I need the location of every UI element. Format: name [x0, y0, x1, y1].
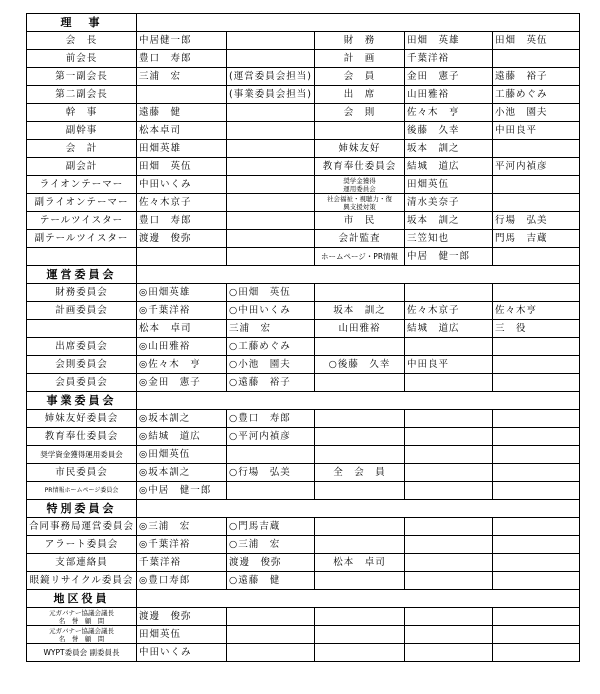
name-cell [227, 248, 315, 266]
row-label-cell: 会 長 [27, 32, 137, 50]
table-row [27, 50, 580, 68]
name-cell: 千葉洋裕 [137, 554, 227, 572]
name-cell: ◎田畑英雄 [137, 284, 227, 302]
name-cell [227, 194, 315, 212]
row-label-cell: テールツイスター [27, 212, 137, 230]
name-cell: ◎結城 道広 [137, 428, 227, 446]
row-label-cell: 市民委員会 [27, 464, 137, 482]
name-cell: 豊口 寿郎 [137, 50, 227, 68]
name-cell: ○豊口 寿郎 [227, 410, 315, 428]
name-cell: 姉妹友好 [315, 140, 405, 158]
name-cell [315, 518, 405, 536]
name-cell [315, 374, 405, 392]
name-cell [227, 626, 315, 644]
name-cell [227, 50, 315, 68]
name-cell [493, 518, 580, 536]
name-cell: 田畑英伍 [137, 626, 227, 644]
section-body-directors [27, 32, 580, 266]
name-cell: 金田 憲子 [405, 68, 493, 86]
section-title: 特別委員会 [27, 500, 137, 518]
name-cell: ○後藤 久幸 [315, 356, 405, 374]
name-cell [493, 356, 580, 374]
name-cell: 市 民 [315, 212, 405, 230]
row-label-cell: 副テールツイスター [27, 230, 137, 248]
name-cell: 全 会 員 [315, 464, 405, 482]
name-cell: 社会福祉・視聴力・復 興支援対策 [315, 194, 405, 212]
name-cell [493, 608, 580, 626]
name-cell [227, 644, 315, 662]
name-cell: ○小池 園夫 [227, 356, 315, 374]
name-cell [493, 536, 580, 554]
name-cell: ◎三浦 宏 [137, 518, 227, 536]
name-cell: 後藤 久幸 [405, 122, 493, 140]
section-header-blank [137, 500, 580, 518]
table-row [27, 482, 580, 500]
row-label-cell: 出席委員会 [27, 338, 137, 356]
name-cell: 中田良平 [493, 122, 580, 140]
name-cell: 清水美奈子 [405, 194, 493, 212]
name-cell: 田畑 英雄 [405, 32, 493, 50]
name-cell [405, 374, 493, 392]
section-body-operations [27, 284, 580, 392]
name-cell: 中居健一郎 [137, 32, 227, 50]
name-cell: 佐々木京子 [137, 194, 227, 212]
name-cell: ◎田畑英伍 [137, 446, 227, 464]
name-cell: 中田いくみ [137, 644, 227, 662]
name-cell: ◎中居 健一郎 [137, 482, 227, 500]
table-row [27, 464, 580, 482]
name-cell: 佐々木京子 [405, 302, 493, 320]
name-cell: 中田いくみ [137, 176, 227, 194]
name-cell [405, 608, 493, 626]
name-cell: 坂本 訓之 [405, 212, 493, 230]
row-label-cell: 第一副会長 [27, 68, 137, 86]
name-cell: 渡邊 俊弥 [137, 230, 227, 248]
row-label-cell: 姉妹友好委員会 [27, 410, 137, 428]
name-cell: 中居 健一郎 [405, 248, 493, 266]
name-cell [493, 572, 580, 590]
row-label-cell: PR情報ホームページ委員会 [27, 482, 137, 500]
name-cell [493, 374, 580, 392]
name-cell: ◎佐々木 亨 [137, 356, 227, 374]
name-cell: ○門馬吉蔵 [227, 518, 315, 536]
section-body-special [27, 518, 580, 590]
table-row [27, 194, 580, 212]
name-cell [493, 176, 580, 194]
name-cell: 小池 園夫 [493, 104, 580, 122]
section-header-blank [137, 590, 580, 608]
name-cell: (運営委員会担当) [227, 68, 315, 86]
row-label-cell: 財務委員会 [27, 284, 137, 302]
name-cell [405, 410, 493, 428]
name-cell: 坂本 訓之 [405, 140, 493, 158]
name-cell: 平河内禎彦 [493, 158, 580, 176]
section-header-row [27, 500, 580, 518]
name-cell [493, 410, 580, 428]
name-cell: 田畑 英伍 [137, 158, 227, 176]
table-row [27, 32, 580, 50]
name-cell [405, 428, 493, 446]
name-cell [227, 446, 315, 464]
name-cell [493, 554, 580, 572]
name-cell: 坂本 訓之 [315, 302, 405, 320]
name-cell: 行場 弘美 [493, 212, 580, 230]
name-cell [227, 212, 315, 230]
name-cell: 松本 卓司 [315, 554, 405, 572]
name-cell: 門馬 吉蔵 [493, 230, 580, 248]
name-cell [315, 644, 405, 662]
name-cell: ○工藤めぐみ [227, 338, 315, 356]
section-body-district [27, 608, 580, 662]
section-header-blank [137, 266, 580, 284]
name-cell [227, 482, 315, 500]
name-cell: 松本 卓司 [137, 320, 227, 338]
name-cell: 佐々木 亨 [405, 104, 493, 122]
section-body-activities [27, 410, 580, 500]
section-title: 事業委員会 [27, 392, 137, 410]
name-cell [493, 428, 580, 446]
name-cell: ◎金田 憲子 [137, 374, 227, 392]
row-label-cell: 会則委員会 [27, 356, 137, 374]
table-row [27, 428, 580, 446]
row-label-cell: WYPT委員会 副委員長 [27, 644, 137, 662]
name-cell [227, 122, 315, 140]
row-label-cell: 眼鏡リサイクル委員会 [27, 572, 137, 590]
table-row [27, 608, 580, 626]
name-cell [493, 194, 580, 212]
name-cell [405, 626, 493, 644]
name-cell [227, 230, 315, 248]
section-header-row [27, 266, 580, 284]
name-cell: 結城 道広 [405, 320, 493, 338]
section-header-blank [137, 14, 580, 32]
row-label-cell: 会 計 [27, 140, 137, 158]
table-row [27, 248, 580, 266]
name-cell [315, 608, 405, 626]
name-cell [493, 284, 580, 302]
name-cell: 三笠知也 [405, 230, 493, 248]
table-row [27, 338, 580, 356]
name-cell: (事業委員会担当) [227, 86, 315, 104]
name-cell [405, 338, 493, 356]
row-label-cell: 合同事務局運営委員会 [27, 518, 137, 536]
name-cell: 三 役 [493, 320, 580, 338]
section-title: 地区役員 [27, 590, 137, 608]
name-cell: ○田畑 英伍 [227, 284, 315, 302]
name-cell [315, 626, 405, 644]
row-label-cell: 副ライオンテーマー [27, 194, 137, 212]
table-row [27, 536, 580, 554]
table-row [27, 68, 580, 86]
name-cell: ○平河内禎彦 [227, 428, 315, 446]
name-cell [493, 50, 580, 68]
table-row [27, 554, 580, 572]
name-cell: 工藤めぐみ [493, 86, 580, 104]
name-cell: 渡邊 俊弥 [137, 608, 227, 626]
name-cell: ○三浦 宏 [227, 536, 315, 554]
name-cell: 渡邊 俊弥 [227, 554, 315, 572]
officer-roster-table [26, 13, 580, 662]
name-cell [405, 644, 493, 662]
table-row [27, 284, 580, 302]
row-label-cell: 第二副会長 [27, 86, 137, 104]
name-cell: ◎豊口寿郎 [137, 572, 227, 590]
name-cell [405, 482, 493, 500]
name-cell: 松本卓司 [137, 122, 227, 140]
table-row [27, 104, 580, 122]
row-label-cell: ライオンテーマー [27, 176, 137, 194]
row-label-cell [27, 248, 137, 266]
name-cell: 奨学金獲得 運用委員会 [315, 176, 405, 194]
row-label-cell [27, 320, 137, 338]
name-cell [227, 140, 315, 158]
name-cell [227, 104, 315, 122]
name-cell [405, 536, 493, 554]
name-cell [227, 32, 315, 50]
section-title: 運営委員会 [27, 266, 137, 284]
row-label-cell: 奨学資金獲得運用委員会 [27, 446, 137, 464]
row-label-cell: 副会計 [27, 158, 137, 176]
row-label-cell: 会員委員会 [27, 374, 137, 392]
name-cell [405, 518, 493, 536]
table-row [27, 176, 580, 194]
section-title: 理 事 [27, 14, 137, 32]
name-cell: 会 則 [315, 104, 405, 122]
section-header-row [27, 14, 580, 32]
name-cell [493, 446, 580, 464]
name-cell [315, 446, 405, 464]
table-row [27, 644, 580, 662]
name-cell: ○中田いくみ [227, 302, 315, 320]
name-cell [493, 644, 580, 662]
row-label-cell: 教育奉仕委員会 [27, 428, 137, 446]
name-cell [493, 464, 580, 482]
name-cell [405, 572, 493, 590]
name-cell: 山田雅裕 [315, 320, 405, 338]
name-cell: ○遠藤 健 [227, 572, 315, 590]
table-row [27, 158, 580, 176]
name-cell: 佐々木亨 [493, 302, 580, 320]
name-cell [493, 140, 580, 158]
name-cell [227, 158, 315, 176]
name-cell: 千葉洋裕 [405, 50, 493, 68]
name-cell [315, 284, 405, 302]
table-row [27, 140, 580, 158]
name-cell: 教育奉仕委員会 [315, 158, 405, 176]
row-label-cell: 幹 事 [27, 104, 137, 122]
name-cell [227, 608, 315, 626]
name-cell [315, 338, 405, 356]
section-header-row [27, 392, 580, 410]
row-label-cell: 計画委員会 [27, 302, 137, 320]
name-cell [405, 464, 493, 482]
name-cell: 結城 道広 [405, 158, 493, 176]
row-label-cell: 支部連絡員 [27, 554, 137, 572]
name-cell [315, 482, 405, 500]
name-cell: ◎千葉洋裕 [137, 302, 227, 320]
name-cell: ○行場 弘美 [227, 464, 315, 482]
name-cell: ホームページ・PR情報 [315, 248, 405, 266]
name-cell [137, 248, 227, 266]
name-cell [315, 536, 405, 554]
name-cell: ◎千葉洋裕 [137, 536, 227, 554]
row-label-cell: アラート委員会 [27, 536, 137, 554]
name-cell: ◎坂本訓之 [137, 464, 227, 482]
name-cell [493, 482, 580, 500]
name-cell: 三浦 宏 [227, 320, 315, 338]
table-row [27, 446, 580, 464]
name-cell [405, 554, 493, 572]
name-cell: 遠藤 健 [137, 104, 227, 122]
name-cell [493, 248, 580, 266]
table-row [27, 230, 580, 248]
name-cell [227, 176, 315, 194]
name-cell [137, 86, 227, 104]
name-cell: ○遠藤 裕子 [227, 374, 315, 392]
name-cell: 三浦 宏 [137, 68, 227, 86]
name-cell: 田畑 英伍 [493, 32, 580, 50]
name-cell [405, 284, 493, 302]
table-row [27, 356, 580, 374]
table-row [27, 374, 580, 392]
name-cell: 計 画 [315, 50, 405, 68]
name-cell: ◎山田雅裕 [137, 338, 227, 356]
name-cell [315, 122, 405, 140]
table-row [27, 212, 580, 230]
table-row [27, 320, 580, 338]
name-cell [405, 446, 493, 464]
table-row [27, 302, 580, 320]
row-label-cell: 前会長 [27, 50, 137, 68]
name-cell: 財 務 [315, 32, 405, 50]
table-row [27, 572, 580, 590]
section-header-row [27, 590, 580, 608]
name-cell: 会計監査 [315, 230, 405, 248]
table-row [27, 122, 580, 140]
name-cell: 中田良平 [405, 356, 493, 374]
table-row [27, 86, 580, 104]
name-cell [493, 338, 580, 356]
name-cell [493, 626, 580, 644]
row-label-cell: 元ガバナー協議会議長 名 誉 顧 問 [27, 626, 137, 644]
name-cell [315, 428, 405, 446]
name-cell: 豊口 寿郎 [137, 212, 227, 230]
name-cell: 田畑英伍 [405, 176, 493, 194]
name-cell [315, 410, 405, 428]
name-cell: ◎坂本訓之 [137, 410, 227, 428]
name-cell: 遠藤 裕子 [493, 68, 580, 86]
row-label-cell: 元ガバナー協議会議長 名 誉 顧 問 [27, 608, 137, 626]
name-cell: 山田雅裕 [405, 86, 493, 104]
row-label-cell: 副幹事 [27, 122, 137, 140]
section-header-blank [137, 392, 580, 410]
name-cell: 田畑英雄 [137, 140, 227, 158]
name-cell: 会 員 [315, 68, 405, 86]
name-cell [315, 572, 405, 590]
name-cell: 出 席 [315, 86, 405, 104]
table-row [27, 626, 580, 644]
table-row [27, 518, 580, 536]
table-row [27, 410, 580, 428]
